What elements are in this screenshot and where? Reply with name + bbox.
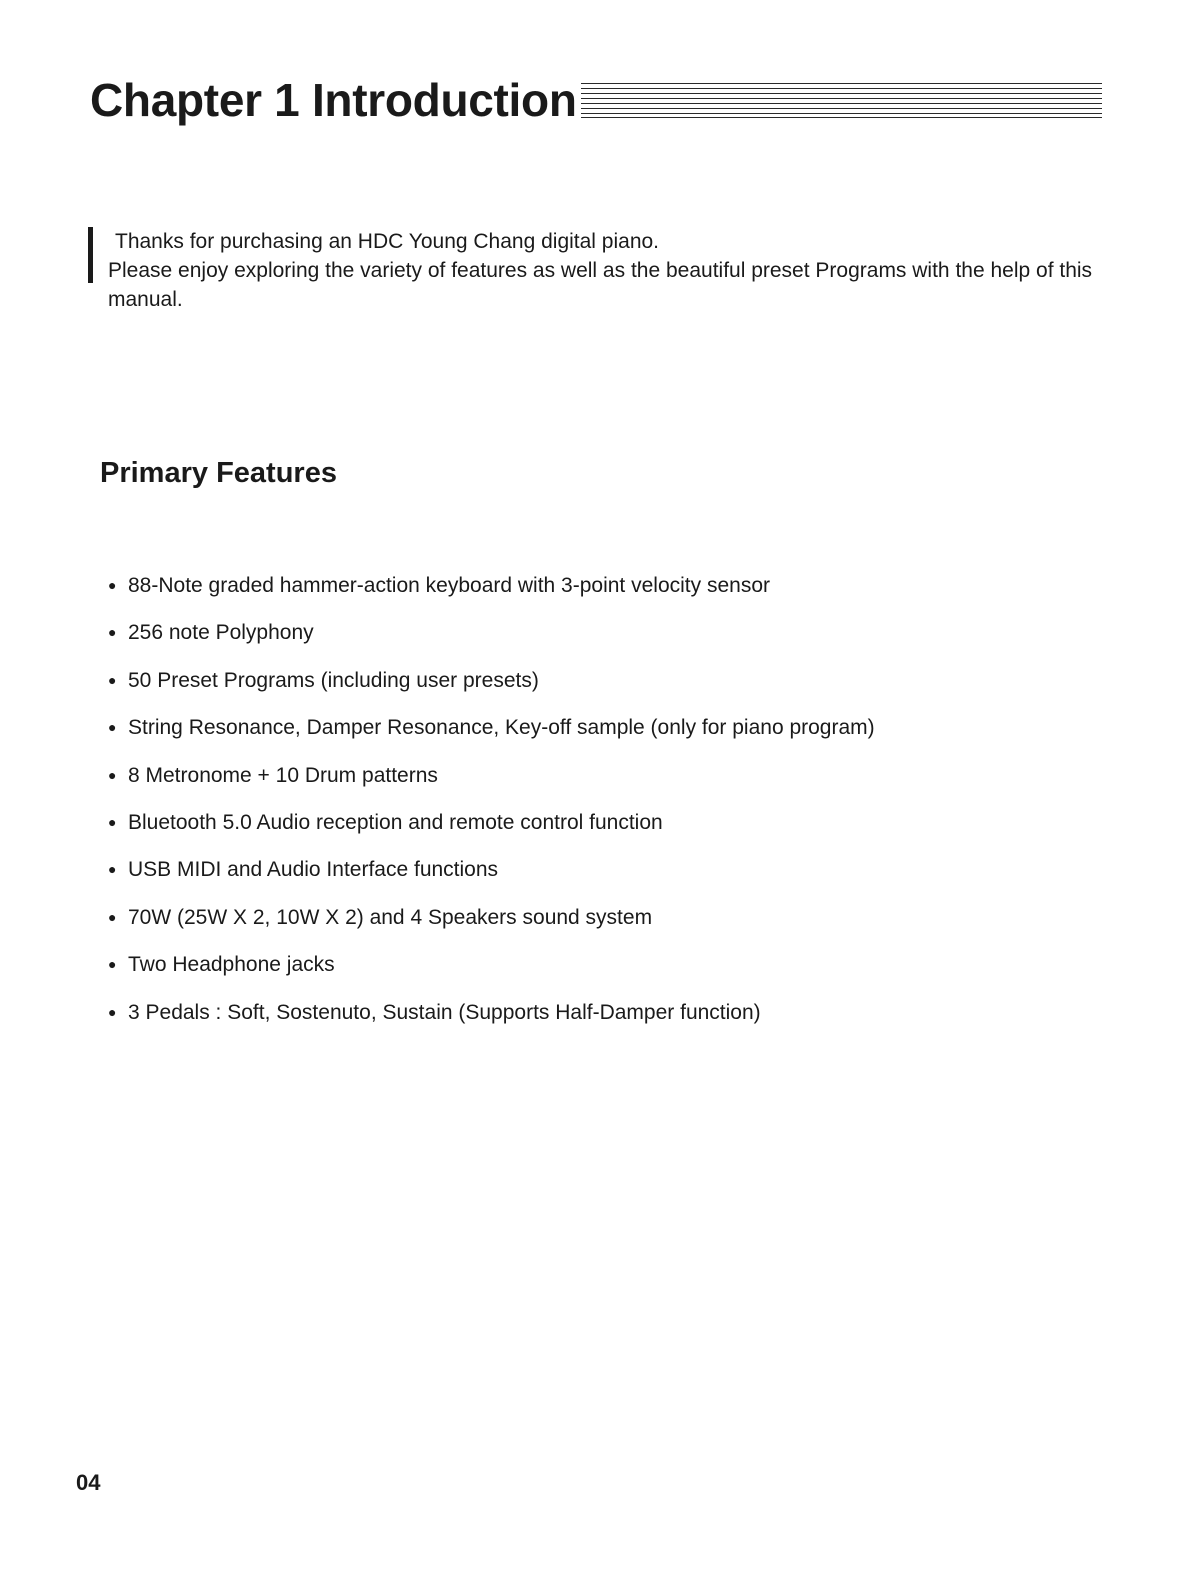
features-list bbox=[108, 569, 1108, 1043]
list-item bbox=[108, 759, 1108, 806]
page-number: 04 bbox=[76, 1470, 101, 1495]
intro-paragraph bbox=[108, 227, 1098, 314]
bullet-icon: ● bbox=[108, 577, 117, 593]
list-item bbox=[108, 853, 1108, 900]
feature-text: Bluetooth 5.0 Audio reception and remote control function bbox=[128, 810, 663, 834]
bullet-icon: ● bbox=[108, 813, 117, 830]
bullet-icon: ● bbox=[108, 861, 117, 878]
intro-line-2: Please enjoy exploring the variety of features as well as the beautiful preset Programs with the help of this manual. bbox=[108, 259, 1093, 311]
bullet-icon: ● bbox=[108, 956, 117, 973]
feature-text: 256 note Polyphony bbox=[128, 621, 314, 645]
bullet-icon: ● bbox=[108, 719, 117, 736]
feature-text: 88-Note graded hammer-action keyboard with 3-point velocity sensor bbox=[128, 574, 770, 597]
section-title: Primary Features bbox=[100, 457, 337, 489]
feature-text: 50 Preset Programs (including user presets) bbox=[128, 668, 539, 692]
list-item bbox=[108, 569, 1108, 616]
bullet-icon: ● bbox=[108, 908, 117, 925]
list-item bbox=[108, 901, 1108, 948]
feature-text: 3 Pedals : Soft, Sostenuto, Sustain (Supports Half-Damper function) bbox=[128, 1000, 761, 1024]
list-item bbox=[108, 948, 1108, 995]
chapter-title: Chapter 1 Introduction bbox=[90, 74, 577, 126]
intro-accent-bar bbox=[88, 227, 93, 283]
bullet-icon: ● bbox=[108, 624, 117, 641]
feature-text: 8 Metronome + 10 Drum patterns bbox=[128, 763, 438, 787]
list-item bbox=[108, 711, 1108, 758]
bullet-icon: ● bbox=[108, 671, 117, 688]
title-decorative-rules bbox=[581, 83, 1102, 119]
bullet-icon: ● bbox=[108, 766, 117, 783]
chapter-header bbox=[90, 72, 1102, 128]
list-item bbox=[108, 996, 1108, 1043]
bullet-icon: ● bbox=[108, 1003, 117, 1020]
intro-line-1: Thanks for purchasing an HDC Young Chang digital piano. bbox=[115, 230, 660, 253]
list-item bbox=[108, 806, 1108, 853]
feature-text: Two Headphone jacks bbox=[128, 953, 335, 977]
list-item bbox=[108, 616, 1108, 663]
feature-text: 70W (25W X 2, 10W X 2) and 4 Speakers sound system bbox=[128, 905, 653, 929]
feature-text: String Resonance, Damper Resonance, Key-off sample (only for piano program) bbox=[128, 716, 875, 740]
list-item bbox=[108, 664, 1108, 711]
feature-text: USB MIDI and Audio Interface functions bbox=[128, 858, 499, 882]
